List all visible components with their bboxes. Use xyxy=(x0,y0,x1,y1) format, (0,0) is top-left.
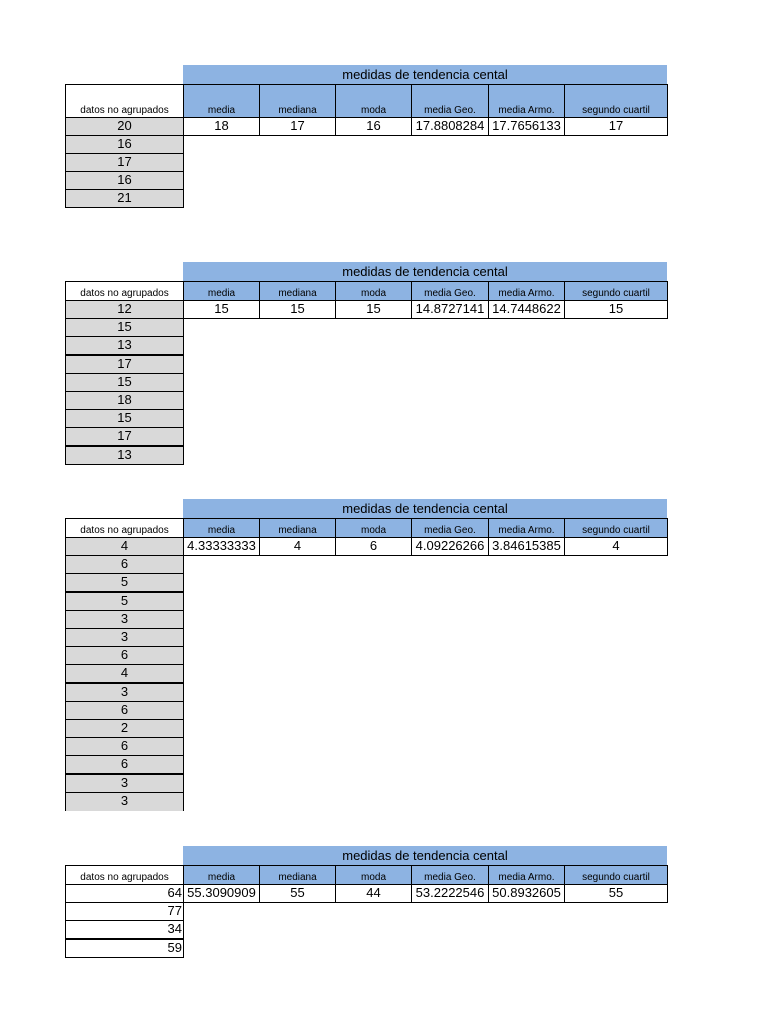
data-cell[interactable]: 6 xyxy=(65,737,184,756)
stat-header-cell: media Geo. xyxy=(411,84,489,118)
result-cell[interactable]: 4.33333333 xyxy=(183,537,260,556)
result-cell[interactable]: 18 xyxy=(183,117,260,136)
stat-header-cell: media xyxy=(183,281,260,301)
data-cell[interactable]: 6 xyxy=(65,646,184,665)
result-cell[interactable]: 14.7448622 xyxy=(488,300,565,319)
table-title: medidas de tendencia cental xyxy=(183,65,667,84)
data-cell[interactable]: 16 xyxy=(65,135,184,154)
data-cell[interactable]: 21 xyxy=(65,189,184,208)
stat-header-cell: segundo cuartil xyxy=(564,84,668,118)
stat-header-cell: mediana xyxy=(259,281,336,301)
data-cell[interactable]: 3 xyxy=(65,628,184,647)
stat-header-cell: media Geo. xyxy=(411,865,489,885)
result-cell[interactable]: 17 xyxy=(564,117,668,136)
data-cell[interactable]: 18 xyxy=(65,391,184,410)
table-title: medidas de tendencia cental xyxy=(183,846,667,865)
result-cell[interactable]: 17.7656133 xyxy=(488,117,565,136)
stat-header-cell: segundo cuartil xyxy=(564,865,668,885)
result-cell[interactable]: 17 xyxy=(259,117,336,136)
stat-header-cell: media xyxy=(183,84,260,118)
data-cell[interactable]: 12 xyxy=(65,300,184,319)
data-cell[interactable]: 15 xyxy=(65,409,184,428)
result-cell[interactable]: 50.8932605 xyxy=(488,884,565,903)
data-column-header: datos no agrupados xyxy=(65,865,184,885)
data-cell[interactable]: 6 xyxy=(65,555,184,574)
table-title: medidas de tendencia cental xyxy=(183,262,667,281)
stat-header-cell: media Armo. xyxy=(488,281,565,301)
stat-header-cell: media xyxy=(183,518,260,538)
result-cell[interactable]: 4 xyxy=(564,537,668,556)
stat-header-cell: media Geo. xyxy=(411,518,489,538)
stat-header-cell: media Geo. xyxy=(411,281,489,301)
data-cell[interactable]: 3 xyxy=(65,792,184,811)
data-cell[interactable]: 5 xyxy=(65,573,184,592)
data-cell[interactable]: 15 xyxy=(65,318,184,337)
result-cell[interactable]: 4.09226266 xyxy=(411,537,489,556)
stat-header-cell: media Armo. xyxy=(488,84,565,118)
data-cell[interactable]: 2 xyxy=(65,719,184,738)
data-cell[interactable]: 17 xyxy=(65,355,184,374)
result-cell[interactable]: 55 xyxy=(564,884,668,903)
stat-header-cell: mediana xyxy=(259,518,336,538)
result-cell[interactable]: 53.2222546 xyxy=(411,884,489,903)
result-cell[interactable]: 55.3090909 xyxy=(183,884,260,903)
data-cell[interactable]: 13 xyxy=(65,336,184,355)
result-cell[interactable]: 15 xyxy=(335,300,412,319)
result-cell[interactable]: 15 xyxy=(564,300,668,319)
result-cell[interactable]: 44 xyxy=(335,884,412,903)
data-cell[interactable]: 59 xyxy=(65,939,184,958)
stat-header-cell: media Armo. xyxy=(488,518,565,538)
stat-header-cell: segundo cuartil xyxy=(564,281,668,301)
stat-header-cell: moda xyxy=(335,518,412,538)
stat-header-cell: moda xyxy=(335,281,412,301)
data-cell[interactable]: 3 xyxy=(65,610,184,629)
result-cell[interactable]: 16 xyxy=(335,117,412,136)
data-column-header: datos no agrupados xyxy=(65,518,184,538)
stat-header-cell: segundo cuartil xyxy=(564,518,668,538)
data-cell[interactable]: 15 xyxy=(65,373,184,392)
result-cell[interactable]: 3.84615385 xyxy=(488,537,565,556)
table-title: medidas de tendencia cental xyxy=(183,499,667,518)
data-cell[interactable]: 6 xyxy=(65,755,184,774)
stat-header-cell: media xyxy=(183,865,260,885)
data-cell[interactable]: 3 xyxy=(65,774,184,793)
data-column-header: datos no agrupados xyxy=(65,84,184,118)
data-cell[interactable]: 20 xyxy=(65,117,184,136)
result-cell[interactable]: 15 xyxy=(183,300,260,319)
stat-header-cell: moda xyxy=(335,865,412,885)
stat-header-cell: mediana xyxy=(259,84,336,118)
data-cell[interactable]: 4 xyxy=(65,537,184,556)
data-cell[interactable]: 64 xyxy=(65,884,184,903)
data-cell[interactable]: 16 xyxy=(65,171,184,190)
result-cell[interactable]: 15 xyxy=(259,300,336,319)
data-cell[interactable]: 17 xyxy=(65,153,184,172)
data-cell[interactable]: 3 xyxy=(65,683,184,702)
result-cell[interactable]: 4 xyxy=(259,537,336,556)
result-cell[interactable]: 6 xyxy=(335,537,412,556)
data-cell[interactable]: 34 xyxy=(65,920,184,939)
data-cell[interactable]: 17 xyxy=(65,427,184,446)
data-cell[interactable]: 77 xyxy=(65,902,184,921)
data-cell[interactable]: 5 xyxy=(65,592,184,611)
data-cell[interactable]: 4 xyxy=(65,664,184,683)
data-column-header: datos no agrupados xyxy=(65,281,184,301)
stat-header-cell: media Armo. xyxy=(488,865,565,885)
result-cell[interactable]: 17.8808284 xyxy=(411,117,489,136)
stat-header-cell: mediana xyxy=(259,865,336,885)
data-cell[interactable]: 13 xyxy=(65,446,184,465)
result-cell[interactable]: 14.8727141 xyxy=(411,300,489,319)
result-cell[interactable]: 55 xyxy=(259,884,336,903)
data-cell[interactable]: 6 xyxy=(65,701,184,720)
stat-header-cell: moda xyxy=(335,84,412,118)
